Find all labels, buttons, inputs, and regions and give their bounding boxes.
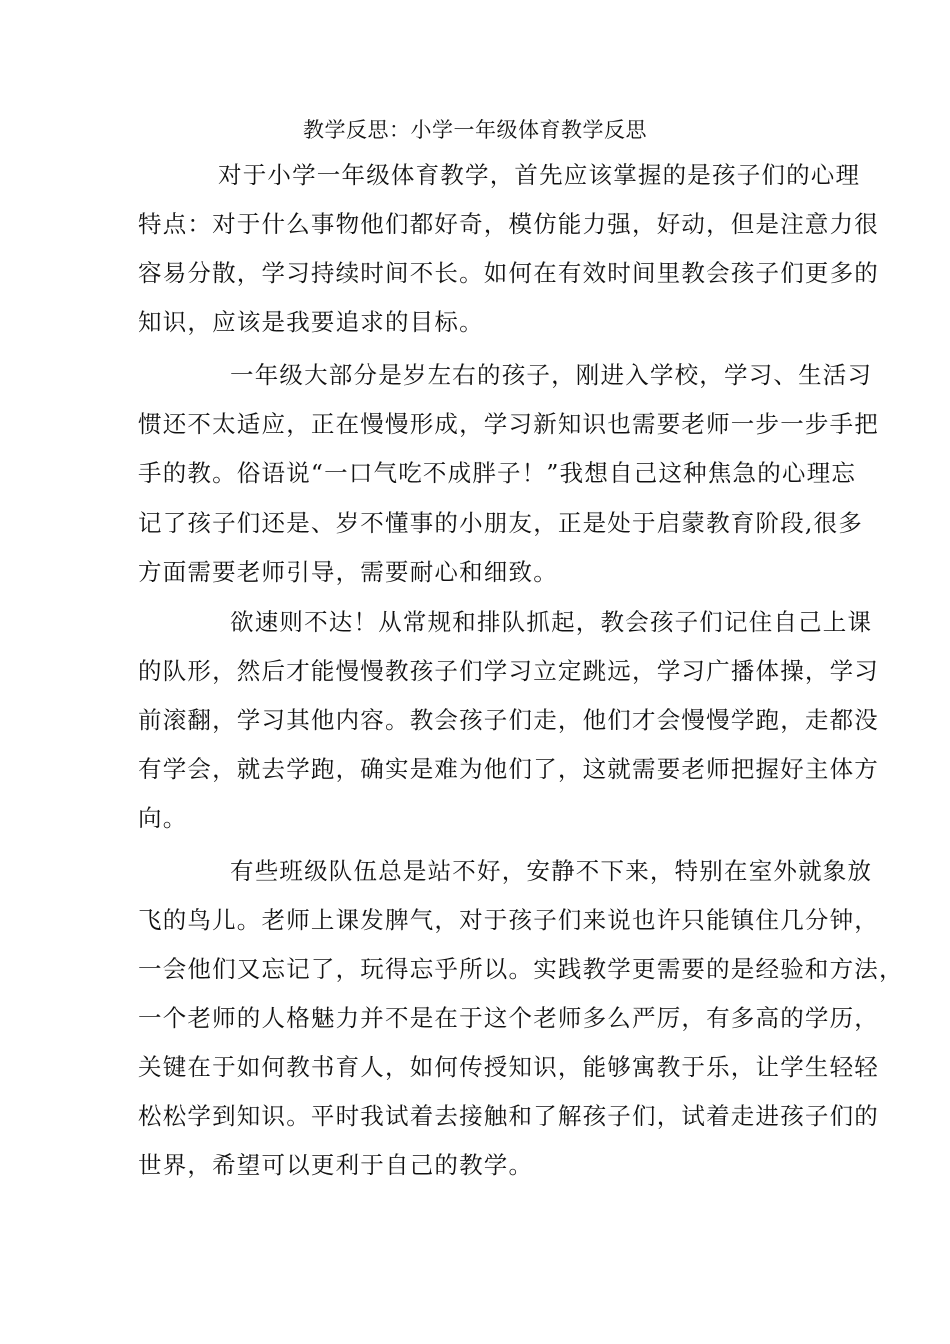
paragraph-line: 飞的鸟儿。老师上课发脾气，对于孩子们来说也许只能镇住几分钟， xyxy=(138,906,879,934)
paragraph-line: 一个老师的人格魅力并不是在于这个老师多么严厉，有多高的学历， xyxy=(138,1004,879,1032)
paragraph-line: 世界，希望可以更利于自己的教学。 xyxy=(138,1151,534,1179)
paragraph-line: 方面需要老师引导，需要耐心和细致。 xyxy=(138,558,558,586)
paragraph-line: 有些班级队伍总是站不好，安静不下来，特别在室外就象放 xyxy=(230,857,873,885)
paragraph-line: 有学会，就去学跑，确实是难为他们了，这就需要老师把握好主体方 xyxy=(138,755,879,783)
paragraph-line: 知识，应该是我要追求的目标。 xyxy=(138,308,484,336)
paragraph-line: 前滚翻，学习其他内容。教会孩子们走，他们才会慢慢学跑，走都没 xyxy=(138,706,879,734)
document-title: 教学反思：小学一年级体育教学反思 xyxy=(303,118,647,142)
paragraph-line: 容易分散，学习持续时间不长。如何在有效时间里教会孩子们更多的 xyxy=(138,259,879,287)
paragraph-line: 惯还不太适应，正在慢慢形成，学习新知识也需要老师一步一步手把 xyxy=(138,410,879,438)
paragraph-line: 关键在于如何教书育人，如何传授知识，能够寓教于乐，让学生轻轻 xyxy=(138,1053,879,1081)
paragraph-line: 对于小学一年级体育教学，首先应该掌握的是孩子们的心理 xyxy=(218,161,861,189)
paragraph-line: 松松学到知识。平时我试着去接触和了解孩子们，试着走进孩子们的 xyxy=(138,1102,879,1130)
paragraph-line: 特点：对于什么事物他们都好奇，模仿能力强，好动，但是注意力很 xyxy=(138,210,879,238)
paragraph-line: 的队形，然后才能慢慢教孩子们学习立定跳远，学习广播体操，学习 xyxy=(138,657,879,685)
paragraph-line: 一年级大部分是岁左右的孩子，刚进入学校，学习、生活习 xyxy=(230,361,873,389)
paragraph-line: 手的教。俗语说“一口气吃不成胖子！”我想自己这种焦急的心理忘 xyxy=(138,459,857,487)
paragraph-line: 欲速则不达！从常规和排队抓起，教会孩子们记住自己上课 xyxy=(230,608,873,636)
paragraph-line: 一会他们又忘记了，玩得忘乎所以。实践教学更需要的是经验和方法， xyxy=(138,955,904,983)
paragraph-line: 记了孩子们还是、岁不懂事的小朋友，正是处于启蒙教育阶段,很多 xyxy=(138,509,863,537)
paragraph-line: 向。 xyxy=(138,804,188,832)
